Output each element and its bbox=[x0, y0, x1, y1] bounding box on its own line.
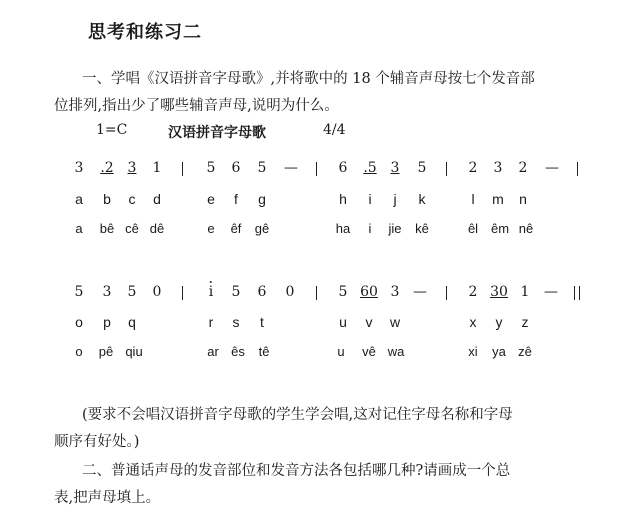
bar-line bbox=[316, 162, 317, 176]
note: 3 bbox=[390, 160, 400, 176]
note: 5 bbox=[231, 284, 241, 300]
letter: o bbox=[75, 314, 83, 330]
question-1-line-1: 一、学唱《汉语拼音字母歌》,并将歌中的 18 个辅音声母按七个发音部 bbox=[82, 71, 535, 87]
letter: d bbox=[153, 191, 161, 207]
letter: c bbox=[128, 191, 136, 207]
letter: h bbox=[339, 191, 347, 207]
note: 5 bbox=[417, 160, 427, 176]
letter: q bbox=[128, 314, 136, 330]
note: 5 bbox=[257, 160, 267, 176]
note: 2 bbox=[468, 284, 478, 300]
letter-name: cê bbox=[125, 221, 139, 236]
teaching-note-line-2: 顺序有好处。) bbox=[54, 434, 140, 450]
bar-line bbox=[182, 162, 183, 176]
letter: v bbox=[365, 314, 373, 330]
letter-name: xi bbox=[468, 344, 478, 359]
letter: g bbox=[258, 191, 266, 207]
stanza-2-sounds bbox=[0, 344, 635, 364]
note: 1 bbox=[520, 284, 530, 300]
letter-name: êl bbox=[467, 221, 479, 236]
bar-line bbox=[446, 286, 447, 300]
note: 5 bbox=[127, 284, 137, 300]
note: 60 bbox=[360, 284, 378, 300]
letter-name: u bbox=[337, 344, 345, 359]
letter-name: qiu bbox=[125, 344, 143, 359]
note: 0 bbox=[152, 284, 162, 300]
letter-name: bê bbox=[99, 221, 115, 236]
letter: p bbox=[103, 314, 111, 330]
letter-name: êf bbox=[230, 221, 242, 236]
note: 3 bbox=[74, 160, 84, 176]
note: 3 bbox=[390, 284, 400, 300]
note: 2 bbox=[518, 160, 528, 176]
note: 2 bbox=[468, 160, 478, 176]
note: — bbox=[413, 284, 427, 300]
letter: i bbox=[368, 191, 372, 207]
note: .2 bbox=[100, 160, 114, 176]
note: i bbox=[208, 284, 214, 300]
letter-name: o bbox=[75, 344, 83, 359]
letter: l bbox=[471, 191, 475, 207]
question-1 bbox=[54, 66, 624, 120]
final-bar-line bbox=[574, 286, 580, 300]
note: 3 bbox=[102, 284, 112, 300]
letter-name: wa bbox=[387, 344, 405, 359]
note: 1 bbox=[152, 160, 162, 176]
letter: s bbox=[232, 314, 240, 330]
letter-name: nê bbox=[518, 221, 534, 236]
note: 6 bbox=[231, 160, 241, 176]
letter-name: pê bbox=[98, 344, 114, 359]
bar-line bbox=[182, 286, 183, 300]
letter-name: êm bbox=[490, 221, 510, 236]
letter-name: jie bbox=[388, 221, 402, 236]
letter: n bbox=[519, 191, 527, 207]
note: 0 bbox=[285, 284, 295, 300]
letter-name: ar bbox=[207, 344, 219, 359]
letter: e bbox=[207, 191, 215, 207]
song-name: 汉语拼音字母歌 bbox=[168, 125, 266, 141]
letter: t bbox=[260, 314, 264, 330]
letter: f bbox=[234, 191, 238, 207]
letter-name: a bbox=[75, 221, 83, 236]
letter: w bbox=[389, 314, 401, 330]
question-2-line-1: 二、普通话声母的发音部位和发音方法各包括哪几种?请画成一个总 bbox=[82, 463, 511, 479]
teaching-note-line-1: (要求不会唱汉语拼音字母歌的学生学会唱,这对记住字母名称和字母 bbox=[82, 407, 513, 423]
bar-line bbox=[446, 162, 447, 176]
bar-line bbox=[316, 286, 317, 300]
letter-name: dê bbox=[149, 221, 165, 236]
note: 6 bbox=[257, 284, 267, 300]
stanza-1-sounds bbox=[0, 221, 635, 241]
note: 5 bbox=[338, 284, 348, 300]
note: 5 bbox=[74, 284, 84, 300]
letter: b bbox=[103, 191, 111, 207]
letter-name: i bbox=[368, 221, 372, 236]
note: 3 bbox=[127, 160, 137, 176]
letter: j bbox=[393, 191, 397, 207]
letter: a bbox=[75, 191, 83, 207]
stanza-2-letters bbox=[0, 314, 635, 334]
letter: u bbox=[339, 314, 347, 330]
question-1-line-2: 位排列,指出少了哪些辅音声母,说明为什么。 bbox=[54, 98, 339, 114]
note: — bbox=[284, 160, 298, 176]
bar-line bbox=[577, 162, 578, 176]
letter-name: kê bbox=[415, 221, 429, 236]
teaching-note bbox=[54, 402, 624, 456]
song-key: 1=C bbox=[96, 122, 128, 138]
page-title: 思考和练习二 bbox=[88, 22, 202, 43]
letter: k bbox=[418, 191, 426, 207]
letter-name: ês bbox=[231, 344, 245, 359]
stanza-1-notes bbox=[0, 160, 635, 180]
note: 6 bbox=[338, 160, 348, 176]
letter: z bbox=[521, 314, 529, 330]
letter-name: gê bbox=[254, 221, 270, 236]
letter-name: ya bbox=[492, 344, 506, 359]
letter: x bbox=[469, 314, 477, 330]
song-time: 4/4 bbox=[323, 122, 346, 138]
note: 5 bbox=[206, 160, 216, 176]
letter-name: vê bbox=[362, 344, 376, 359]
question-2 bbox=[54, 458, 624, 512]
note: — bbox=[544, 284, 558, 300]
letter-name: ha bbox=[335, 221, 351, 236]
letter: y bbox=[495, 314, 503, 330]
stanza-1-letters bbox=[0, 191, 635, 211]
letter-name: zê bbox=[518, 344, 532, 359]
note: .5 bbox=[363, 160, 377, 176]
note: 3 bbox=[493, 160, 503, 176]
letter: m bbox=[492, 191, 504, 207]
note: — bbox=[545, 160, 559, 176]
letter: r bbox=[208, 314, 214, 330]
letter-name: e bbox=[207, 221, 215, 236]
question-2-line-2: 表,把声母填上。 bbox=[54, 490, 161, 506]
note: 30 bbox=[490, 284, 508, 300]
stanza-2-notes bbox=[0, 284, 635, 304]
letter-name: tê bbox=[258, 344, 270, 359]
